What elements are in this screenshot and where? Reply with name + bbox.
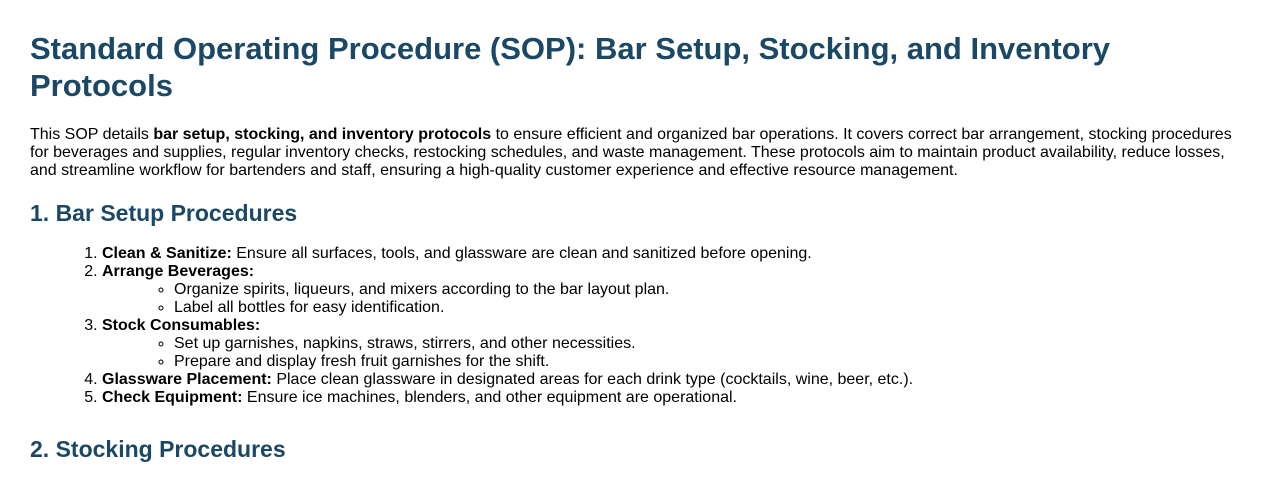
document-title: Standard Operating Procedure (SOP): Bar Setup, Stocking, and Inventory Protocols xyxy=(30,31,1111,103)
step-label: Check Equipment: xyxy=(102,389,243,406)
section-heading-stocking: 2. Stocking Procedures xyxy=(30,436,286,462)
step-text: Ensure ice machines, blenders, and other equipment are operational. xyxy=(242,389,737,406)
sub-list-item: ◦ Set up garnishes, napkins, straws, stirrers, and other necessities. xyxy=(174,335,1233,353)
step-text: Ensure all surfaces, tools, and glassware are clean and sanitized before opening. xyxy=(231,245,812,262)
sub-list-item: ◦ Label all bottles for easy identification. xyxy=(174,299,1233,317)
list-item xyxy=(102,245,1233,263)
intro-bold-text: bar setup, stocking, and inventory protocols xyxy=(153,126,492,143)
intro-paragraph xyxy=(30,126,1233,180)
step-label: Clean & Sanitize: xyxy=(102,245,232,262)
bar-setup-steps xyxy=(30,245,1233,407)
intro-text-start: This SOP details xyxy=(30,126,154,143)
sub-list xyxy=(102,335,1233,371)
step-label: Stock Consumables: xyxy=(102,317,261,334)
list-item xyxy=(102,263,1233,317)
sub-list xyxy=(102,281,1233,317)
step-label: Glassware Placement: xyxy=(102,371,272,388)
list-item xyxy=(102,389,1233,407)
intro-text-end: to ensure efficient and organized bar operations. It covers correct bar arrangement, stocking procedures for beverages and supplies, regular inventory checks, restocking schedules, and waste management. These protocols aim to maintain product availability, reduce losses, and streamline workflow for bartenders and staff, ensuring a high-quality customer experience and effective resource management. xyxy=(30,126,1232,179)
list-item xyxy=(102,317,1233,371)
step-text: Place clean glassware in designated areas for each drink type (cocktails, wine, beer, etc.). xyxy=(271,371,914,388)
section-heading-bar-setup: 1. Bar Setup Procedures xyxy=(30,200,298,226)
sub-list-item: ◦ Prepare and display fresh fruit garnishes for the shift. xyxy=(174,353,1233,371)
step-label: Arrange Beverages: xyxy=(102,263,255,280)
list-item xyxy=(102,371,1233,389)
sub-list-item: ◦ Organize spirits, liqueurs, and mixers according to the bar layout plan. xyxy=(174,281,1233,299)
